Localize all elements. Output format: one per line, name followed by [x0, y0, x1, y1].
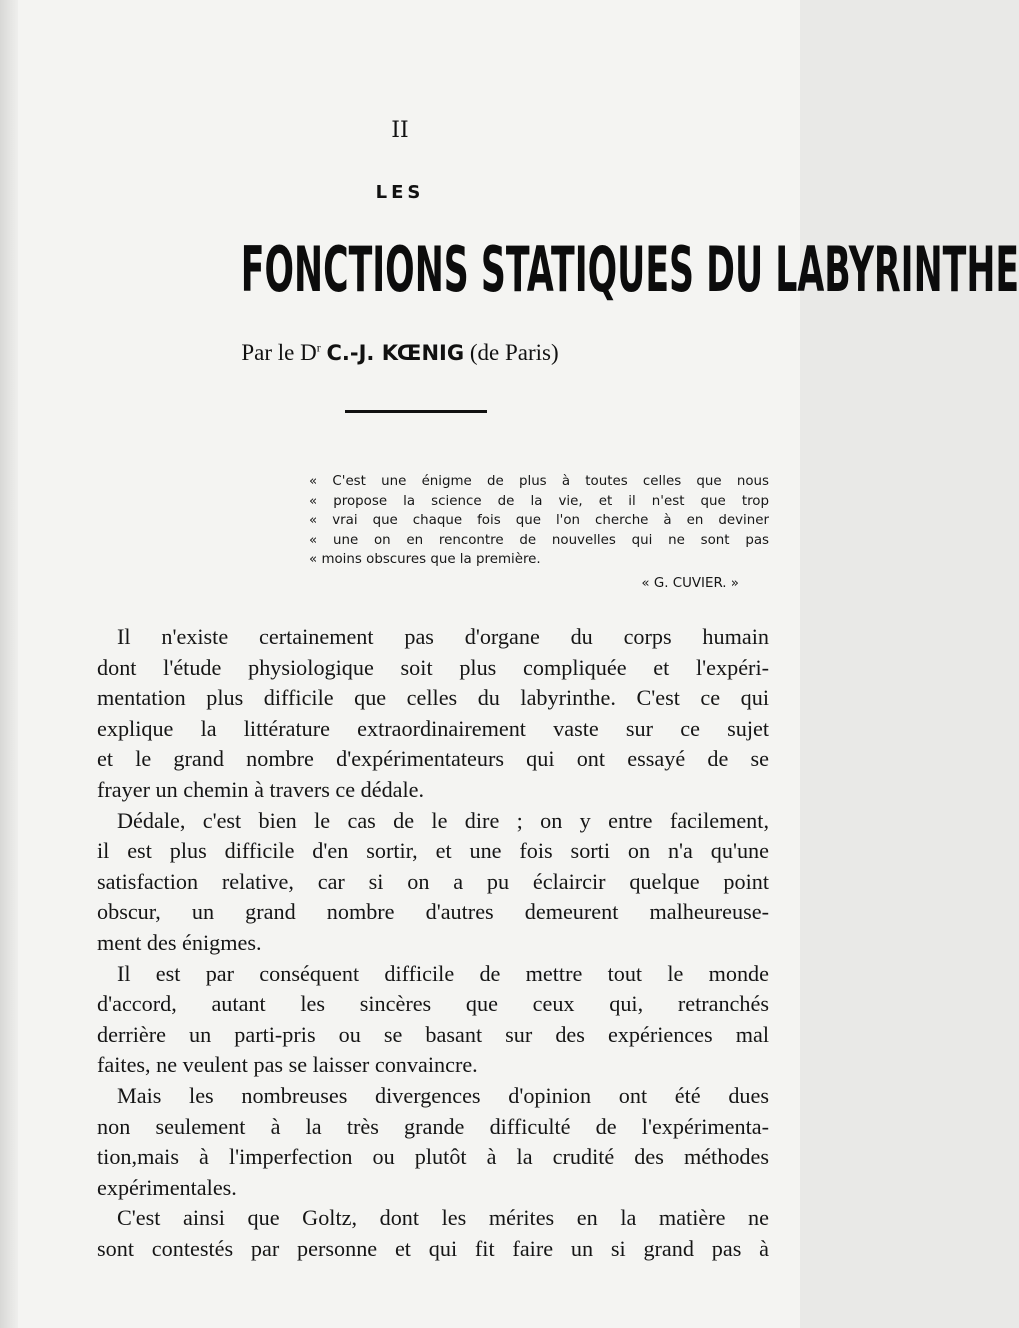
- chapter-number: II: [391, 118, 409, 143]
- epigraph-line: « C'est une énigme de plus à toutes celles que nous: [309, 474, 769, 489]
- body-text: [97, 622, 769, 1264]
- epigraph-line: « vrai que chaque fois que l'on cherche à en deviner: [309, 513, 769, 528]
- epigraph-line: « propose la science de la vie, et il n'est que trop: [309, 493, 769, 509]
- author-prefix: Par le $D^r$: [241, 340, 321, 365]
- text-line: explique la littérature extraordinairement vaste sur ce sujet: [97, 715, 769, 741]
- text-line: C'est ainsi que Goltz, dont les mérites en la matière ne: [117, 1205, 769, 1231]
- text-line: Il n'existe certainement pas d'organe du corps humain: [117, 624, 769, 649]
- text-line: Il est par conséquent difficile de mettre tout le monde: [117, 960, 769, 986]
- text-line: sont contestés par personne et qui fit faire un si grand pas à: [97, 1235, 769, 1261]
- author-name: C.-J. KŒNIG: [326, 341, 465, 365]
- text-line: ment des énigmes.: [97, 929, 262, 955]
- title-divider: [345, 410, 487, 413]
- text-line: Dédale, c'est bien le cas de le dire ; on y entre facilement,: [117, 807, 769, 833]
- text-line: mentation plus difficile que celles du labyrinthe. C'est ce qui: [97, 685, 769, 711]
- epigraph: [309, 472, 769, 593]
- text-line: faites, ne veulent pas se laisser convaincre.: [97, 1052, 478, 1078]
- text-line: frayer un chemin à travers ce dédale.: [97, 776, 425, 802]
- text-line: derrière un parti-pris ou se basant sur des expériences mal: [97, 1021, 769, 1047]
- text-line: d'accord, autant les sincères que ceux qui, retranchés: [97, 991, 769, 1017]
- text-line: tion,mais à l'imperfection ou plutôt à la crudité des méthodes: [97, 1144, 769, 1170]
- author-affiliation: (de Paris): [469, 340, 559, 365]
- text-line: satisfaction relative, car si on a pu éclaircir quelque point: [97, 868, 769, 894]
- text-line: expérimentales.: [97, 1174, 237, 1200]
- text-line: non seulement à la très grande difficulté de l'expérimenta-: [97, 1113, 769, 1139]
- title-article: LES: [375, 182, 425, 203]
- epigraph-line: « moins obscures que la première.: [309, 552, 541, 567]
- text-line: obscur, un grand nombre d'autres demeurent malheureuse-: [97, 899, 769, 925]
- author-line: [0, 340, 800, 366]
- text-line: dont l'étude physiologique soit plus compliquée et l'expéri-: [97, 654, 769, 680]
- text-line: il est plus difficile d'en sortir, et une fois sorti on n'a qu'une: [97, 838, 769, 864]
- epigraph-signature: « G. CUVIER. »: [641, 575, 739, 591]
- chapter-title: FONCTIONS STATIQUES DU LABYRINTHE: [240, 233, 1019, 306]
- text-line: et le grand nombre d'expérimentateurs qui ont essayé de se: [97, 746, 769, 772]
- epigraph-line: « une on en rencontre de nouvelles qui ne sont pas: [309, 532, 769, 548]
- text-line: Mais les nombreuses divergences d'opinion ont été dues: [117, 1082, 769, 1108]
